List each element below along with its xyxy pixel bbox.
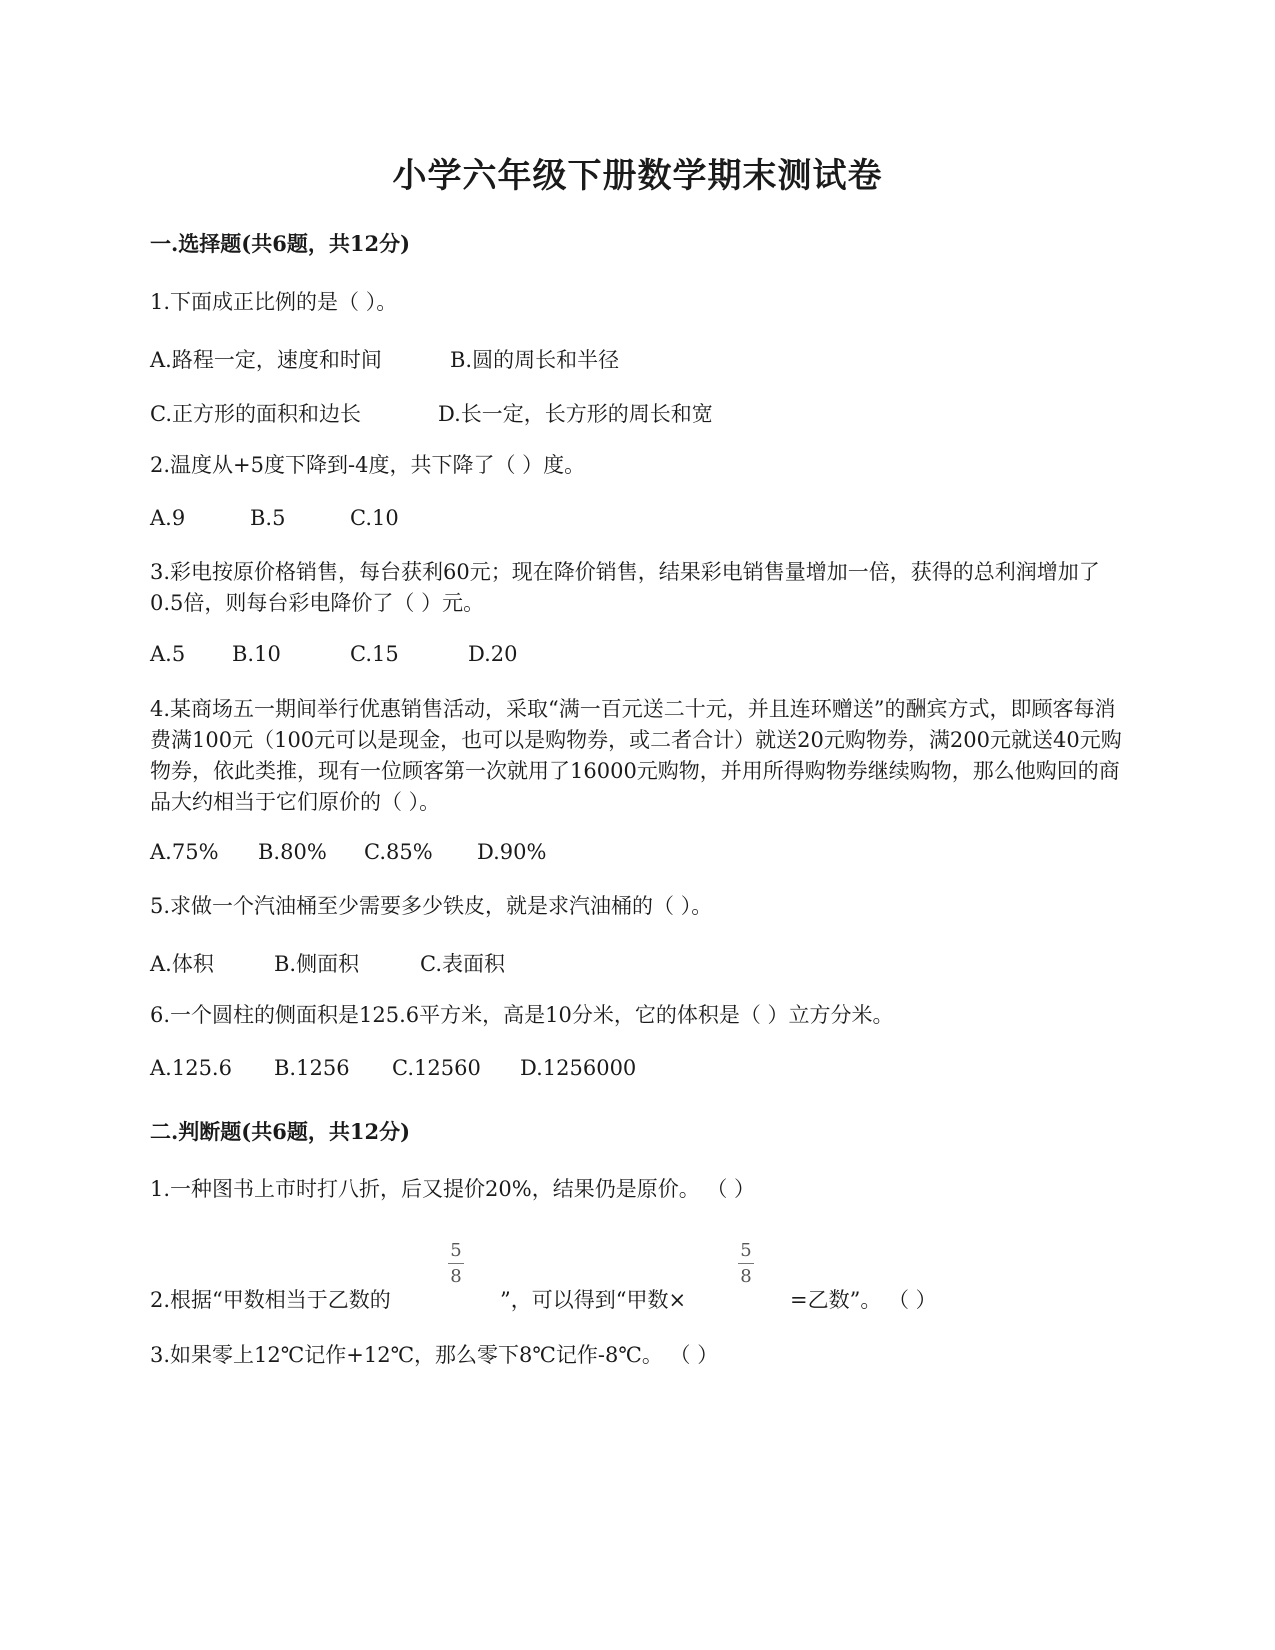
option: D.1256000 (520, 1056, 637, 1080)
question-stem: 3.彩电按原价格销售，每台获利60元；现在降价销售，结果彩电销售量增加一倍，获得的总利润增加了0.5倍，则每台彩电降价了（ ）元。 (150, 560, 1100, 615)
option: B.80% (258, 840, 327, 864)
fraction-denominator: 8 (450, 1266, 462, 1287)
option: B.5 (250, 506, 286, 530)
option: A.9 (150, 506, 186, 530)
fraction (736, 1240, 756, 1287)
fraction-denominator: 8 (740, 1266, 752, 1287)
section-heading-choice: 一.选择题(共6题，共12分) (150, 231, 411, 256)
judge-question: 1.一种图书上市时打八折，后又提价20%，结果仍是原价。 （ ） (150, 1177, 756, 1201)
question-stem: 5.求做一个汽油桶至少需要多少铁皮，就是求汽油桶的（ ）。 (150, 894, 713, 918)
option: D.长一定，长方形的周长和宽 (438, 402, 713, 426)
option-row (150, 948, 505, 978)
page-title: 小学六年级下册数学期末测试卷 (392, 156, 883, 196)
option: C.正方形的面积和边长 (150, 402, 361, 426)
option: C.12560 (392, 1056, 481, 1080)
section-heading-judge: 二.判断题(共6题，共12分) (150, 1119, 411, 1144)
option: C.10 (350, 506, 399, 530)
option: A.75% (150, 840, 219, 864)
option: D.90% (477, 840, 547, 864)
question-stem: 6.一个圆柱的侧面积是125.6平方米，高是10分米，它的体积是（ ）立方分米。 (150, 1003, 894, 1027)
option: B.圆的周长和半径 (450, 348, 620, 372)
option: A.125.6 (150, 1056, 232, 1080)
option-row (150, 398, 713, 428)
option-row (150, 642, 518, 666)
question-stem: 4.某商场五一期间举行优惠销售活动，采取“满一百元送二十元，并且连环赠送”的酬宾方式，即顾客每消费满100元（100元可以是现金，也可以是购物券，或二者合计）就送20元购物券，满200元就送40元购物券，依此类推，现有一位顾客第一次就用了16000元购物，并用所得购物券继续购物，那么他购回的商品大约相当于它们原价的（ ）。 (150, 697, 1122, 814)
option-row (150, 506, 399, 530)
judge-question-part: 2.根据“甲数相当于乙数的 (150, 1288, 391, 1312)
option: C.15 (350, 642, 399, 666)
option: A.体积 (150, 952, 214, 976)
option: A.路程一定，速度和时间 (150, 348, 382, 372)
judge-question-part: =乙数”。 （ ） (790, 1288, 937, 1312)
option-row (150, 1056, 636, 1080)
fraction (446, 1240, 466, 1287)
option-row (150, 840, 546, 864)
question-stem: 1.下面成正比例的是（ ）。 (150, 290, 398, 314)
option: B.侧面积 (274, 952, 360, 976)
judge-question-part: ”，可以得到“甲数× (500, 1288, 687, 1312)
option: B.1256 (274, 1056, 350, 1080)
fraction-numerator: 5 (740, 1240, 752, 1261)
fraction-numerator: 5 (450, 1240, 462, 1261)
judge-question: 3.如果零上12℃记作+12℃，那么零下8℃记作-8℃。 （ ） (150, 1343, 719, 1367)
fraction-bar (448, 1263, 464, 1264)
option: A.5 (150, 642, 186, 666)
option: C.表面积 (420, 952, 505, 976)
fraction-bar (738, 1263, 754, 1264)
option: B.10 (232, 642, 281, 666)
option-row (150, 344, 619, 374)
option: D.20 (468, 642, 518, 666)
option: C.85% (364, 840, 433, 864)
question-stem: 2.温度从+5度下降到-4度，共下降了（ ）度。 (150, 453, 586, 477)
